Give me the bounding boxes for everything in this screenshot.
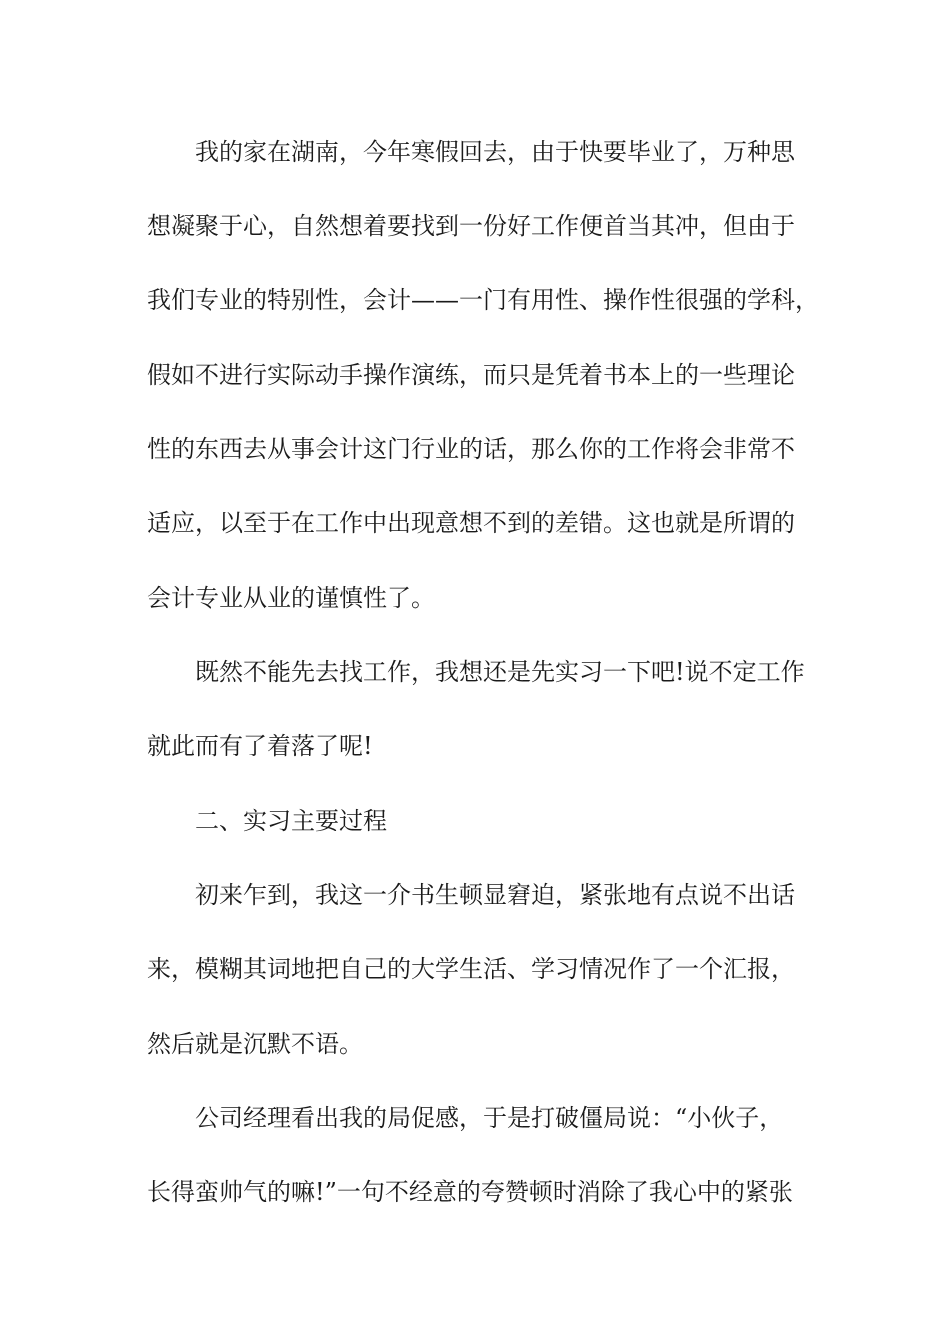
paragraph-1-line-2: 想凝聚于心，自然想着要找到一份好工作便首当其冲，但由于: [147, 212, 795, 240]
paragraph-1-line-4: 假如不进行实际动手操作演练，而只是凭着书本上的一些理论: [147, 361, 795, 389]
paragraph-1-line-7: 会计专业从业的谨慎性了。: [147, 584, 435, 612]
paragraph-1-line-6: 适应，以至于在工作中出现意想不到的差错。这也就是所谓的: [147, 509, 795, 537]
paragraph-1-line-3: 我们专业的特别性，会计——一门有用性、操作性很强的学科，: [147, 286, 819, 314]
paragraph-2-line-1: 既然不能先去找工作，我想还是先实习一下吧!说不定工作: [195, 658, 805, 686]
paragraph-4-line-2: 长得蛮帅气的嘛!”一句不经意的夸赞顿时消除了我心中的紧张: [147, 1178, 793, 1206]
paragraph-3-line-3: 然后就是沉默不语。: [147, 1030, 363, 1058]
paragraph-2-line-2: 就此而有了着落了呢!: [147, 732, 373, 760]
section-heading: 二、实习主要过程: [195, 807, 387, 835]
paragraph-3-line-1: 初来乍到，我这一介书生顿显窘迫，紧张地有点说不出话: [195, 881, 795, 909]
paragraph-3-line-2: 来，模糊其词地把自己的大学生活、学习情况作了一个汇报，: [147, 955, 795, 983]
paragraph-4-line-1: 公司经理看出我的局促感，于是打破僵局说：“小伙子，: [195, 1104, 784, 1132]
paragraph-1-line-1: 我的家在湖南，今年寒假回去，由于快要毕业了，万种思: [195, 138, 795, 166]
paragraph-1-line-5: 性的东西去从事会计这门行业的话，那么你的工作将会非常不: [147, 435, 795, 463]
